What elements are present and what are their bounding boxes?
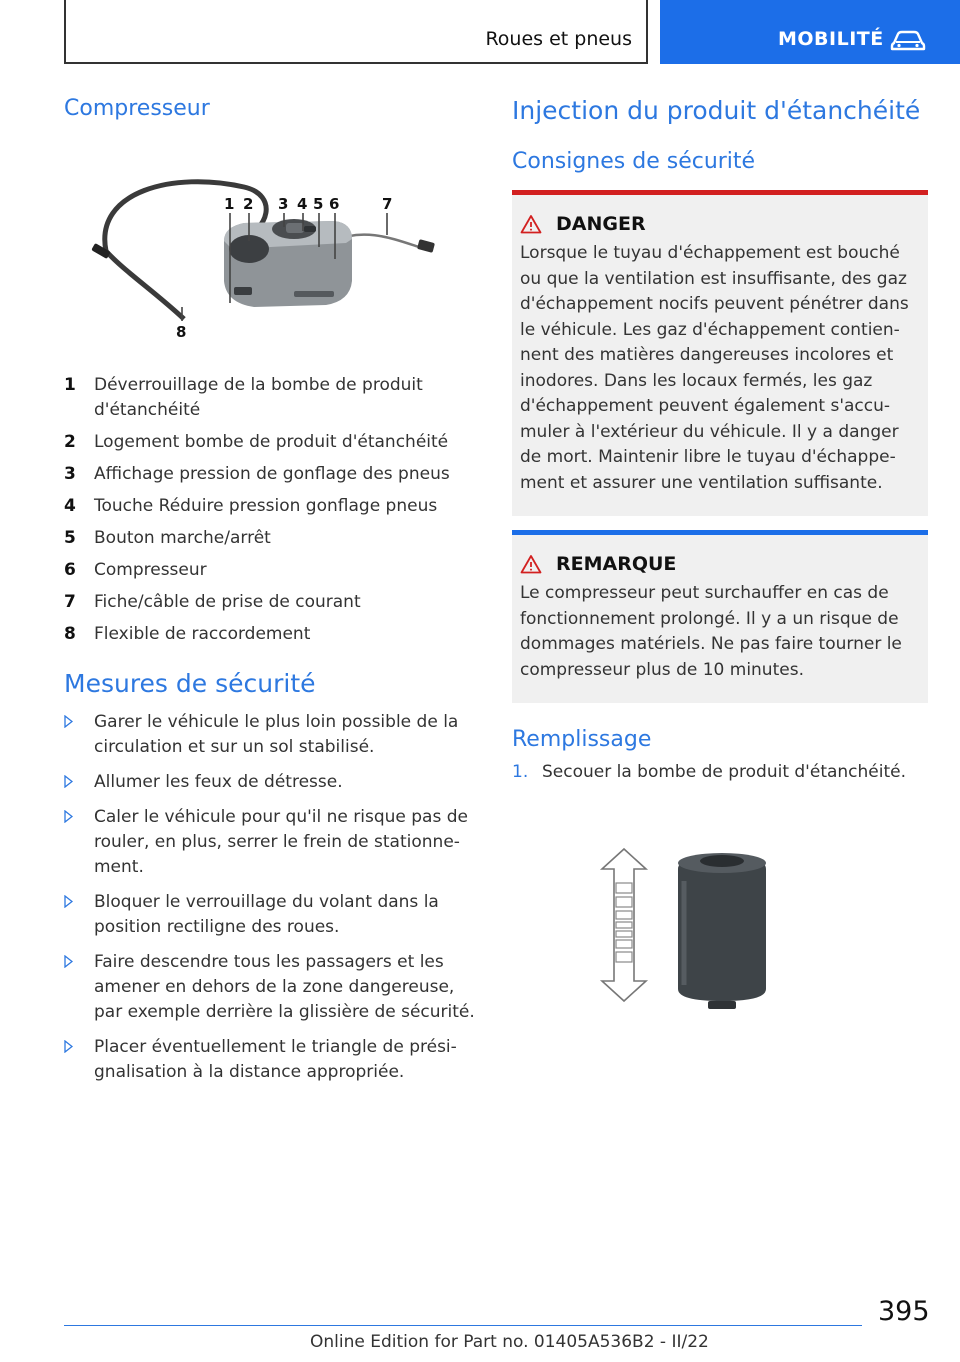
figure-label-7: 7	[382, 195, 393, 213]
bullet-triangle-icon	[64, 715, 73, 728]
safety-instructions-heading: Consignes de sécurité	[512, 149, 756, 174]
figure-label-4: 4	[297, 195, 308, 213]
section-tab	[64, 0, 648, 64]
page-number: 395	[878, 1296, 930, 1327]
legend-item	[64, 430, 478, 455]
legend-item	[64, 494, 478, 519]
danger-label: DANGER	[556, 213, 646, 235]
shake-can-figure	[512, 825, 928, 1025]
note-label: REMARQUE	[556, 553, 677, 575]
left-column	[64, 96, 478, 1095]
bullet-triangle-icon	[64, 895, 73, 908]
list-item-text: Bloquer le verrouillage du volant dans la position rectiligne des roues.	[94, 892, 439, 937]
note-text: Le compresseur peut surchauffer en cas de fonctionnement prolongé. Il y a un risque de dommages matériels. Ne pas faire tourner le compresseur plus de 10 minutes.	[520, 583, 902, 680]
legend-num: 1	[64, 375, 76, 395]
legend-text: Fiche/câble de prise de courant	[94, 592, 361, 612]
list-item	[64, 710, 478, 760]
warning-triangle-icon	[520, 214, 542, 234]
chapter-tab	[660, 0, 960, 64]
legend-text: Déverrouillage de la bombe de produit d'étanchéité	[94, 375, 423, 420]
legend-num: 5	[64, 528, 76, 548]
list-item	[64, 770, 478, 795]
note-title	[520, 553, 920, 575]
compressor-figure	[64, 131, 478, 351]
bullet-triangle-icon	[64, 1040, 73, 1053]
list-item	[64, 950, 478, 1025]
danger-title	[520, 213, 920, 235]
figure-label-1: 1	[224, 195, 235, 213]
danger-text: Lorsque le tuyau d'échappement est bouché ou que la ventilation est insuffisante, des gaz d'échappement nocifs peuvent pénétrer dans le véhicule. Les gaz d'échappement contiennent des matières dangereuses incolores et inodores. Dans les locaux fermés, les gaz d'échappement peuvent également s'accumuler à l'extérieur du véhicule. Il y a danger de mort. Maintenir libre le tuyau d'échappement et assurer une ventilation suffisante.	[520, 243, 909, 493]
list-item-text: Allumer les feux de détresse.	[94, 772, 343, 792]
legend-item	[64, 590, 478, 615]
legend-num: 7	[64, 592, 76, 612]
legend-text: Bouton marche/arrêt	[94, 528, 271, 548]
list-item-text: Faire descendre tous les passagers et les amener en dehors de la zone dangereuse, par exemple derrière la glissière de sécurité.	[94, 952, 475, 1022]
compressor-legend	[64, 373, 478, 647]
legend-item	[64, 558, 478, 583]
safety-measures-list	[64, 710, 478, 1085]
bullet-triangle-icon	[64, 810, 73, 823]
list-item	[64, 890, 478, 940]
compressor-heading: Compresseur	[64, 96, 210, 121]
warning-triangle-icon	[520, 554, 542, 574]
legend-text: Compresseur	[94, 560, 207, 580]
legend-num: 2	[64, 432, 76, 452]
chapter-title: MOBILITÉ	[778, 28, 884, 50]
bullet-triangle-icon	[64, 775, 73, 788]
safety-measures-heading: Mesures de sécurité	[64, 669, 316, 698]
legend-num: 6	[64, 560, 76, 580]
bullet-triangle-icon	[64, 955, 73, 968]
figure-label-6: 6	[329, 195, 340, 213]
note-box	[512, 530, 928, 703]
list-item-text: Garer le véhicule le plus loin possible de la circulation et sur un sol stabilisé.	[94, 712, 459, 757]
legend-num: 4	[64, 496, 76, 516]
list-item-text: Placer éventuellement le triangle de présignalisation à la distance appropriée.	[94, 1037, 457, 1082]
footer-divider	[64, 1325, 862, 1326]
right-column	[512, 96, 928, 1025]
list-item	[64, 805, 478, 880]
step-text: Secouer la bombe de produit d'étanchéité.	[542, 762, 907, 782]
step-item	[512, 760, 928, 785]
figure-label-5: 5	[313, 195, 324, 213]
legend-item	[64, 373, 478, 423]
figure-label-3: 3	[278, 195, 289, 213]
legend-num: 3	[64, 464, 76, 484]
list-item	[64, 1035, 478, 1085]
filling-heading: Remplissage	[512, 727, 652, 752]
page-header	[0, 0, 960, 66]
legend-text: Flexible de raccordement	[94, 624, 311, 644]
legend-num: 8	[64, 624, 76, 644]
edition-text: Online Edition for Part no. 01405A536B2 - II/22	[310, 1332, 709, 1352]
section-title: Roues et pneus	[485, 28, 632, 50]
legend-item	[64, 622, 478, 647]
list-item-text: Caler le véhicule pour qu'il ne risque pas de rouler, en plus, serrer le frein de stationnement.	[94, 807, 468, 877]
legend-text: Affichage pression de gonflage des pneus	[94, 464, 450, 484]
figure-label-8: 8	[176, 323, 187, 341]
car-icon	[890, 28, 926, 52]
figure-label-2: 2	[243, 195, 254, 213]
step-number: 1.	[512, 762, 529, 782]
injection-heading: Injection du produit d'étanchéité	[512, 96, 921, 125]
legend-item	[64, 462, 478, 487]
legend-text: Logement bombe de produit d'étanchéité	[94, 432, 449, 452]
legend-item	[64, 526, 478, 551]
danger-box	[512, 190, 928, 516]
legend-text: Touche Réduire pression gonflage pneus	[94, 496, 438, 516]
